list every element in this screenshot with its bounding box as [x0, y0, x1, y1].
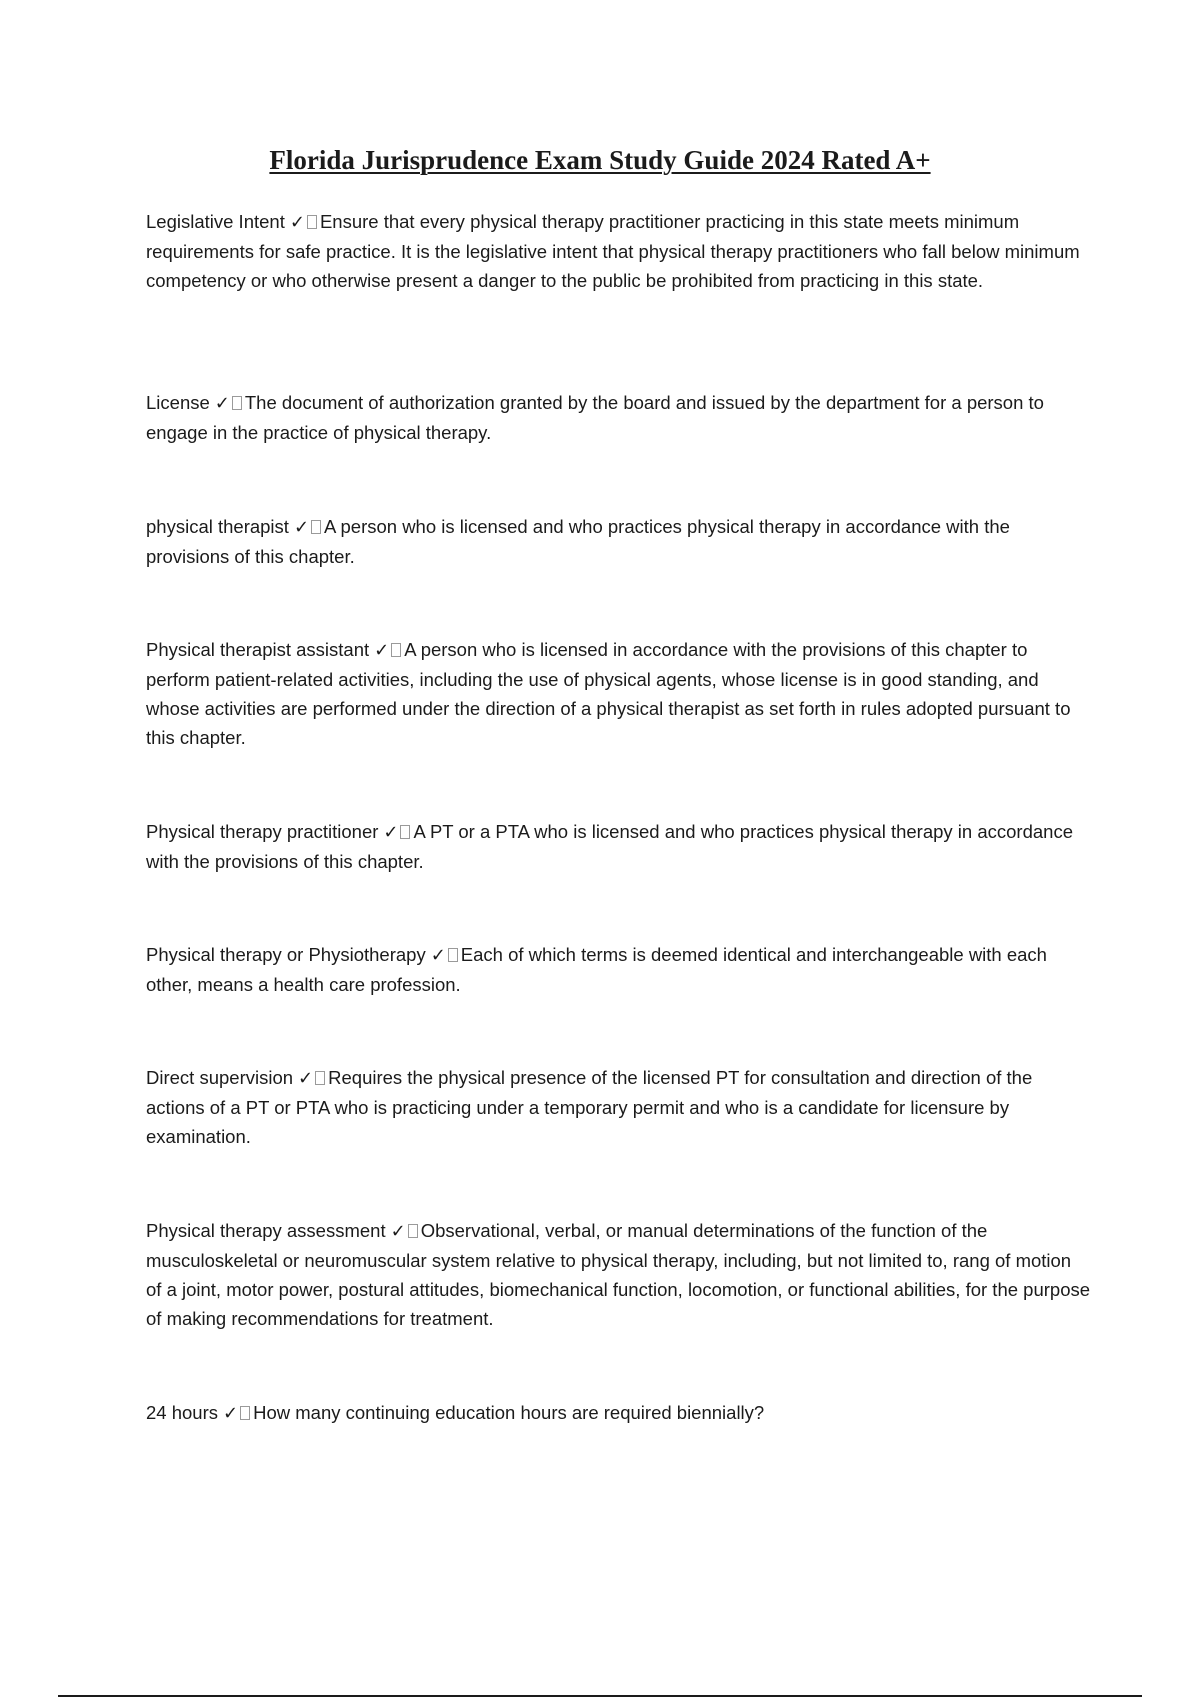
box-glyph-icon — [315, 1071, 325, 1085]
entry-term: Physical therapist assistant — [146, 639, 370, 660]
box-glyph-icon — [232, 396, 242, 410]
footer-divider — [58, 1695, 1142, 1697]
box-glyph-icon — [391, 643, 401, 657]
box-glyph-icon — [448, 948, 458, 962]
box-glyph-icon — [307, 215, 317, 229]
checkmark-icon: ✓ — [293, 517, 310, 538]
flashcard-entry — [146, 512, 1091, 571]
flashcard-entry — [146, 388, 1091, 447]
entry-definition: How many continuing education hours are required biennially? — [253, 1402, 765, 1423]
flashcard-entry — [146, 635, 1091, 752]
checkmark-icon: ✓ — [430, 945, 446, 966]
checkmark-icon: ✓ — [383, 822, 399, 843]
entry-term: Physical therapy practitioner — [146, 821, 379, 842]
checkmark-icon: ✓ — [289, 212, 305, 233]
entry-term: 24 hours — [146, 1402, 218, 1423]
flashcard-entry — [146, 207, 1091, 295]
entry-definition: Ensure that every physical therapy practitioner practicing in this state meets minimum requirements for safe practice. It is the legislative intent that physical therapy practitioners who fall below minimum competency or who otherwise present a danger to the public be prohibited from practicing in this state. — [146, 211, 1080, 291]
checkmark-icon: ✓ — [223, 1403, 239, 1424]
entry-definition: The document of authorization granted by the board and issued by the department for a person to engage in the practice of physical therapy. — [146, 392, 1044, 443]
checkmark-icon: ✓ — [214, 393, 230, 414]
checkmark-icon: ✓ — [390, 1221, 406, 1242]
entry-term: Physical therapy assessment — [146, 1220, 386, 1241]
flashcard-entry — [146, 1216, 1091, 1333]
flashcard-entry — [146, 940, 1091, 999]
entry-term: Physical therapy or Physiotherapy — [146, 944, 426, 965]
entry-term: Direct supervision — [146, 1067, 294, 1088]
entry-definition: Observational, verbal, or manual determinations of the function of the musculoskeletal or neuromuscular system relative to physical therapy, including, but not limited to, rang of motion of a joint, motor power, postural attitudes, biomechanical function, locomotion, or functional abilities, for the purpose of making recommendations for treatment. — [146, 1220, 1091, 1329]
document-title: Florida Jurisprudence Exam Study Guide 2024 Rated A+ — [269, 145, 931, 175]
entry-definition: A person who is licensed in accordance with the provisions of this chapter to perform patient-related activities, including the use of physical agents, whose license is in good standing, and whose activities are performed under the direction of a physical therapist as set forth in rules adopted pursuant to this chapter. — [146, 639, 1071, 748]
entry-definition: Each of which terms is deemed identical and interchangeable with each other, means a health care profession. — [146, 944, 1047, 995]
entry-term: physical therapist — [146, 516, 289, 537]
entry-term: License — [146, 392, 210, 413]
flashcard-entry — [146, 817, 1091, 876]
box-glyph-icon — [408, 1224, 418, 1238]
box-glyph-icon — [240, 1406, 250, 1420]
entry-definition: A person who is licensed and who practices physical therapy in accordance with the provisions of this chapter. — [146, 516, 1010, 567]
box-glyph-icon — [400, 825, 410, 839]
box-glyph-icon — [311, 520, 321, 534]
checkmark-icon: ✓ — [374, 640, 390, 661]
entry-term: Legislative Intent — [146, 211, 285, 232]
flashcard-entry — [146, 1398, 1091, 1428]
flashcard-entry — [146, 1063, 1091, 1151]
checkmark-icon: ✓ — [298, 1068, 314, 1089]
entry-definition: A PT or a PTA who is licensed and who practices physical therapy in accordance with the provisions of this chapter. — [146, 821, 1073, 872]
entry-definition: Requires the physical presence of the licensed PT for consultation and direction of the actions of a PT or PTA who is practicing under a temporary permit and who is a candidate for licensure by examination. — [146, 1067, 1033, 1147]
